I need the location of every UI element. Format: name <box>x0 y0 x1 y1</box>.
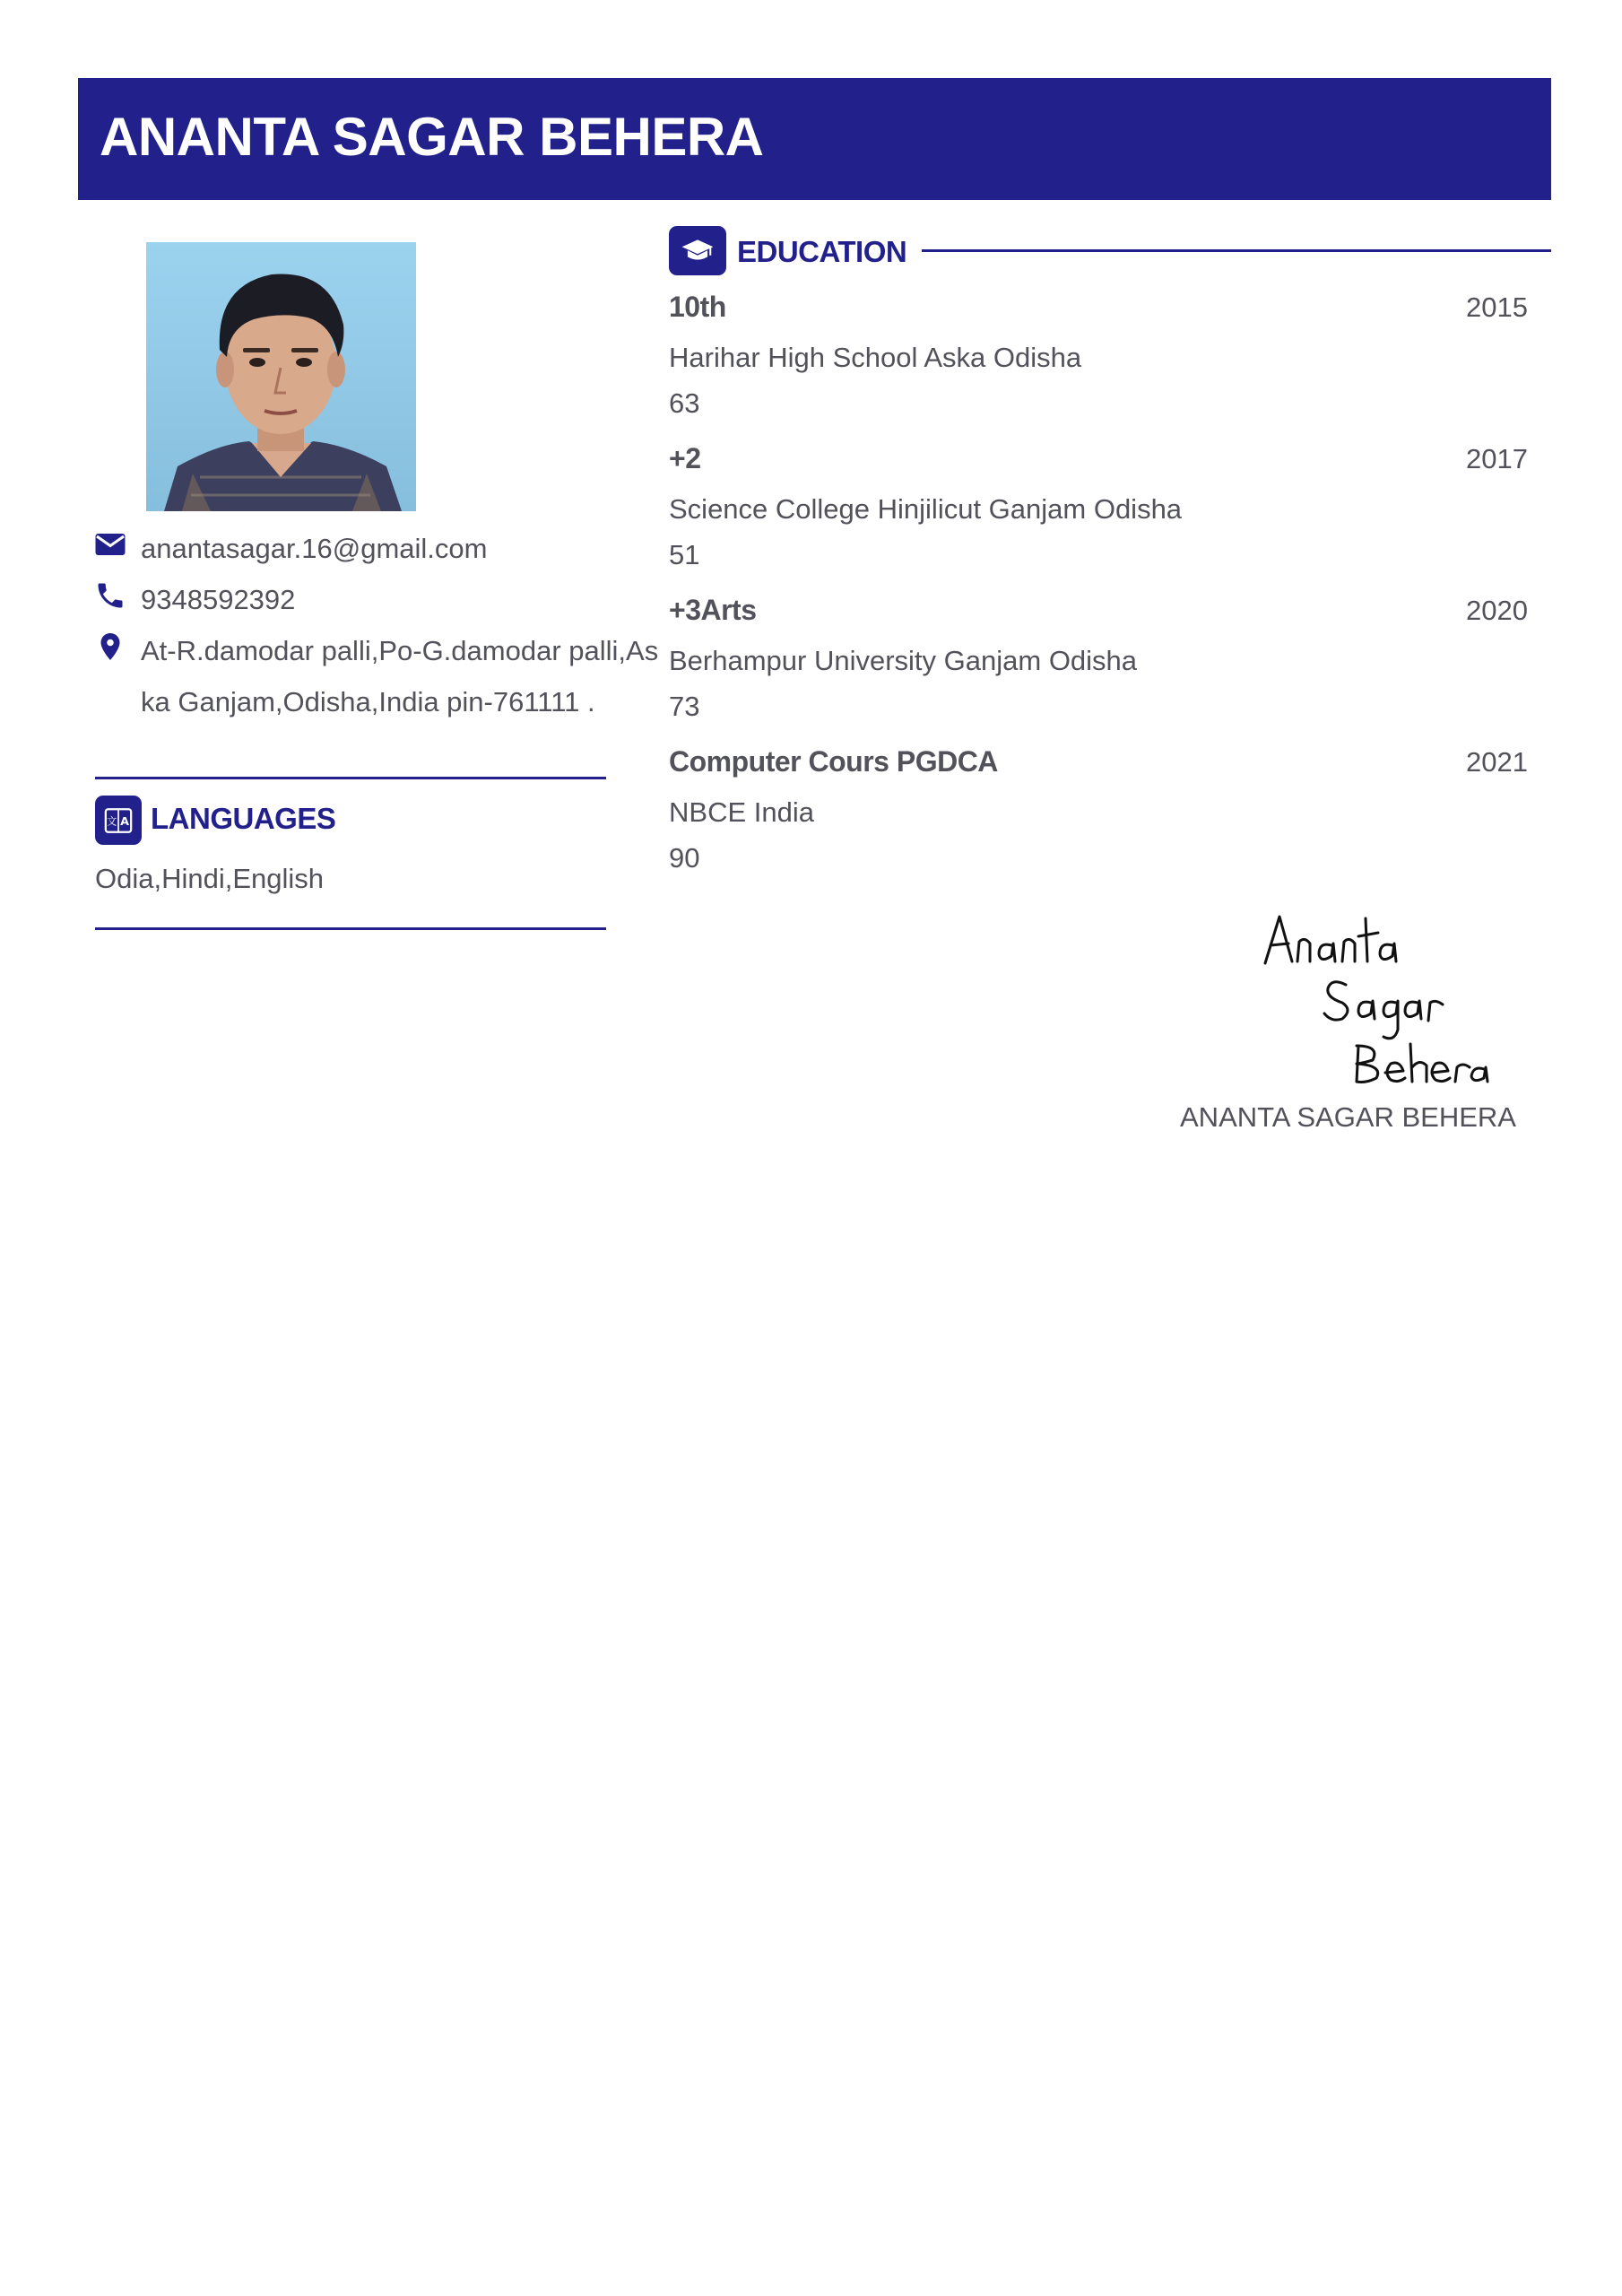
contact-email-row <box>94 523 487 574</box>
phone-icon <box>94 579 126 612</box>
education-degree: +2 <box>669 442 701 474</box>
education-entry <box>669 594 1528 729</box>
translate-icon <box>103 805 134 836</box>
education-school: Berhampur University Ganjam Odisha <box>669 645 1138 676</box>
profile-photo <box>146 242 416 511</box>
languages-list: Odia,Hindi,English <box>95 863 325 894</box>
candidate-name: ANANTA SAGAR BEHERA <box>100 107 764 167</box>
education-badge <box>669 226 726 275</box>
education-year: 2015 <box>1466 291 1528 323</box>
divider <box>95 777 606 779</box>
education-title: EDUCATION <box>737 235 907 268</box>
svg-text:文: 文 <box>106 813 117 827</box>
address-text: At-R.damodar palli,Po-G.damodar palli,Aska Ganjam,Odisha,India pin-761111 . <box>141 635 659 718</box>
location-pin-icon <box>94 631 126 663</box>
education-score: 63 <box>669 387 700 419</box>
signature-name: ANANTA SAGAR BEHERA <box>1180 1101 1516 1133</box>
graduation-cap-icon <box>679 234 716 268</box>
education-entry <box>669 442 1528 578</box>
email-text: anantasagar.16@gmail.com <box>141 533 488 564</box>
education-degree: 10th <box>669 291 726 323</box>
education-school: Harihar High School Aska Odisha <box>669 342 1082 373</box>
education-year: 2017 <box>1466 443 1528 474</box>
education-year: 2020 <box>1466 595 1528 626</box>
svg-text:A: A <box>120 814 130 829</box>
education-degree: +3Arts <box>669 594 757 626</box>
education-degree: Computer Cours PGDCA <box>669 745 998 778</box>
portrait-illustration <box>146 242 416 511</box>
phone-text: 9348592392 <box>141 584 296 615</box>
education-school: Science College Hinjilicut Ganjam Odisha <box>669 493 1183 525</box>
education-score: 73 <box>669 691 700 722</box>
languages-title: LANGUAGES <box>151 802 336 835</box>
education-entry <box>669 291 1528 426</box>
contact-phone-row <box>94 574 295 625</box>
education-score: 51 <box>669 539 700 570</box>
handwritten-signature <box>1260 906 1493 1085</box>
header-banner <box>78 78 1551 200</box>
education-school: NBCE India <box>669 796 814 828</box>
languages-badge <box>95 796 142 845</box>
education-year: 2021 <box>1466 746 1528 778</box>
envelope-icon <box>94 528 126 561</box>
divider <box>95 927 606 930</box>
education-score: 90 <box>669 842 700 874</box>
education-title-rule <box>922 249 1551 252</box>
contact-address-row <box>94 625 661 727</box>
education-entry <box>669 745 1528 881</box>
